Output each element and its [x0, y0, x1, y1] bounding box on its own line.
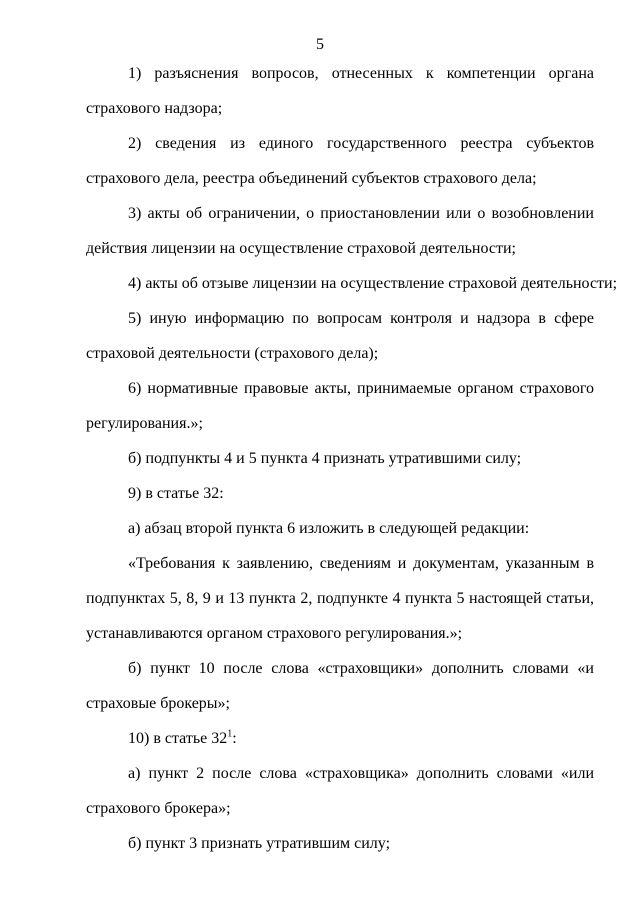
- text-line: 6) нормативные правовые акты, принимаемые органом страхового: [128, 380, 594, 397]
- text-line: б) пункт 3 признать утратившим силу;: [128, 835, 391, 852]
- text-line: б) пункт 10 после слова «страховщики» дополнить словами «и: [128, 660, 594, 677]
- text-line-with-superscript: [128, 729, 594, 749]
- text-line: страхового надзора;: [86, 100, 223, 117]
- text-line: а) пункт 2 после слова «страховщика» дополнить словами «или: [128, 765, 594, 782]
- text-line: действия лицензии на осуществление страховой деятельности;: [86, 240, 516, 257]
- text-line: 9) в статье 32:: [128, 485, 224, 502]
- text-line: устанавливаются органом страхового регулирования.»;: [86, 625, 463, 642]
- text-line: 10) в статье 32: [128, 730, 228, 747]
- text-line: 3) акты об ограничении, о приостановлении или о возобновлении: [128, 205, 594, 222]
- text-line: регулирования.»;: [86, 415, 203, 432]
- text-line: страховой деятельности (страхового дела);: [86, 345, 379, 362]
- text-line: страхового дела, реестра объединений субъектов страхового дела;: [86, 170, 537, 187]
- page-number: 5: [316, 36, 324, 53]
- text-suffix: :: [232, 730, 237, 747]
- text-line: 1) разъяснения вопросов, отнесенных к компетенции органа: [128, 65, 594, 82]
- text-line: страховые брокеры»;: [86, 695, 230, 712]
- text-line: страхового брокера»;: [86, 800, 231, 817]
- superscript: 1: [227, 728, 233, 740]
- text-line: б) подпункты 4 и 5 пункта 4 признать утратившими силу;: [128, 450, 522, 467]
- text-line: 4) акты об отзыве лицензии на осуществление страховой деятельности;: [128, 275, 618, 292]
- text-line: 5) иную информацию по вопросам контроля и надзора в сфере: [128, 310, 594, 327]
- text-line: «Требования к заявлению, сведениям и документам, указанным в: [128, 555, 594, 572]
- text-line: а) абзац второй пункта 6 изложить в следующей редакции:: [128, 520, 530, 537]
- text-line: подпунктах 5, 8, 9 и 13 пункта 2, подпункте 4 пункта 5 настоящей статьи,: [86, 590, 594, 607]
- text-line: 2) сведения из единого государственного реестра субъектов: [128, 135, 594, 152]
